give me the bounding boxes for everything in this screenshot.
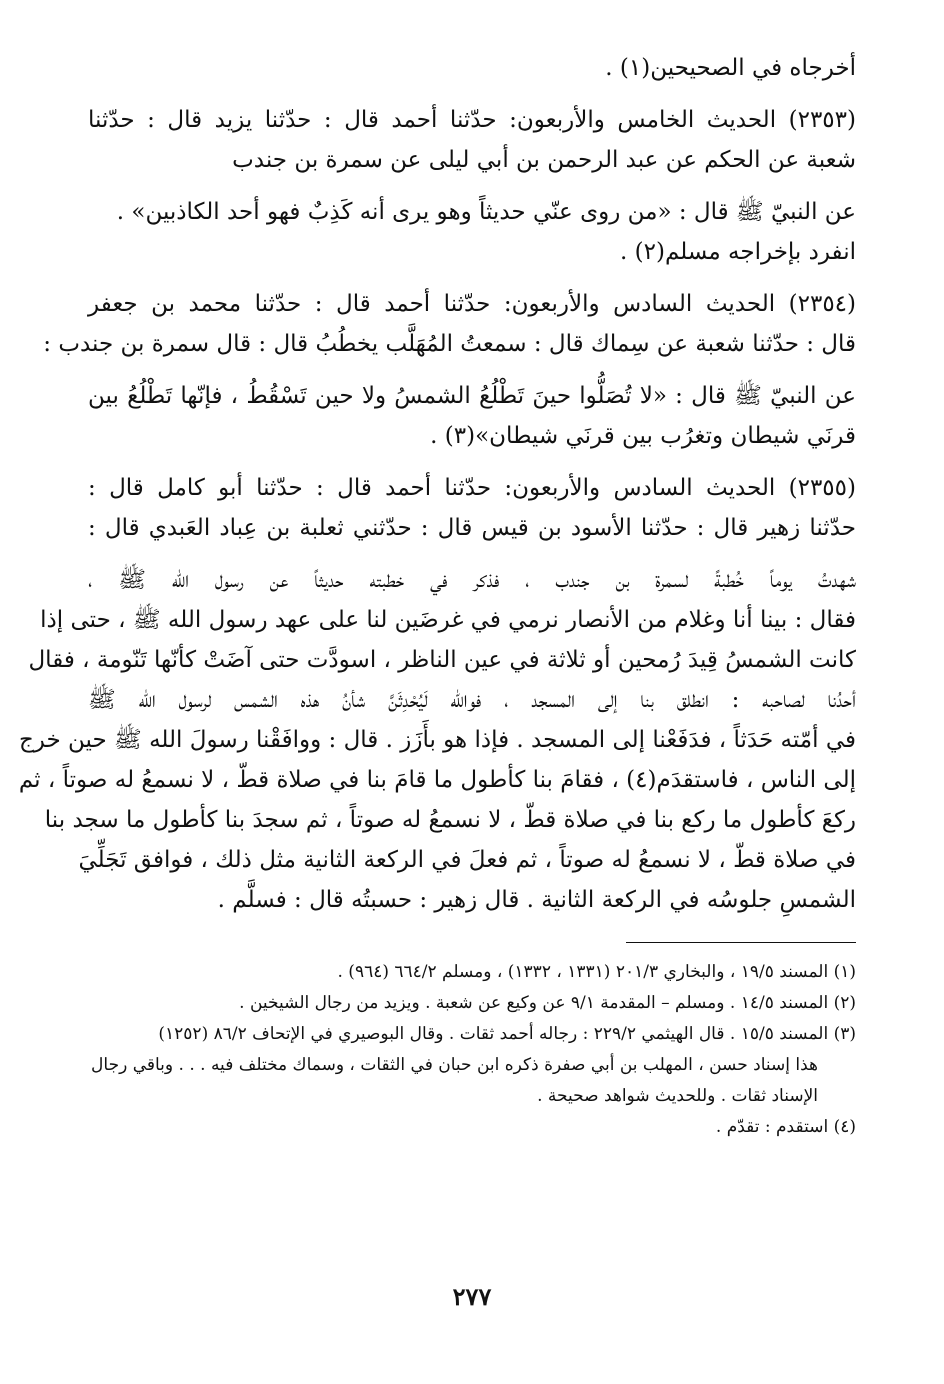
footnote: (٢) المسند ١٤/٥ . ومسلم – المقدمة ٩/١ عن وكيع عن شعبة . ويزيد من رجال الشيخين .: [239, 993, 856, 1013]
text-line: (٢٣٥٤) الحديث السادس والأربعون: حدّثنا أحمد قال : حدّثنا محمد بن جعفر: [88, 291, 857, 317]
text-line: الشمسِ جلوسُه في الركعة الثانية . قال زهير : حسبتُه قال : فسلَّم .: [217, 887, 856, 913]
text-line: شهدتُ يوماً خُطبةً لسمرة بن جندب ، فذكر في خطبته حديثاً عن رسول الله ﷺ ،: [88, 567, 856, 593]
text-line: عن النبيّ ﷺ قال : «لا تُصَلُّوا حينَ تَطْلُعُ الشمسُ ولا حين تَسْقُطُ ، فإنّها تَطْلُعُ بين: [88, 383, 856, 409]
text-line: أحدُنا لصاحبه : انطلق بنا إلى المسجد ، فوالله لَيُحْدِثَنَّ شأنُ هذه الشمس لرسول الله ﷺ: [88, 687, 856, 713]
text-line: قرنَي شيطان وتغرُب بين قرنَي شيطان»(٣) .: [430, 423, 856, 449]
text-line: (٢٣٥٥) الحديث السادس والأربعون: حدّثنا أحمد قال : حدّثنا أبو كامل قال :: [88, 475, 856, 501]
footnote-divider: [626, 942, 856, 943]
footnote: (٣) المسند ١٥/٥ . قال الهيثمي ٢٢٩/٢ : رجاله أحمد ثقات . وقال البوصيري في الإتحاف ٨٦/٢ (١٢٥٢): [158, 1024, 856, 1044]
footnote: هذا إسناد حسن ، المهلب بن أبي صفرة ذكره ابن حبان في الثقات ، وسماك مختلف فيه . . . وباقي رجال: [91, 1055, 818, 1075]
text-line: عن النبيّ ﷺ قال : «من روى عنّي حديثاً وهو يرى أنه كَذِبٌ فهو أحد الكاذبين» .: [116, 199, 856, 225]
footnote: (١) المسند ١٩/٥ ، والبخاري ٢٠١/٣ (١٣٣١ ، ١٣٣٢) ، ومسلم ٦٦٤/٢ (٩٦٤) .: [337, 962, 856, 982]
text-line: حدّثنا زهير قال : حدّثنا الأسود بن قيس قال : حدّثني ثعلبة بن عِباد العَبدي قال :: [88, 515, 856, 541]
text-line: شعبة عن الحكم عن عبد الرحمن بن أبي ليلى عن سمرة بن جندب: [232, 147, 856, 173]
text-line: في أمّته حَدَثاً ، فدَفَعْنا إلى المسجد . فإذا هو بأَزَز . قال : ووافَقْنا رسولَ الله ﷺ حين خرج: [18, 727, 856, 753]
footnote: الإسناد ثقات . وللحديث شواهد صحيحة .: [537, 1086, 818, 1106]
text-line: قال : حدّثنا شعبة عن سِماك قال : سمعتُ المُهَلَّب يخطُبُ قال : قال سمرة بن جندب :: [43, 331, 856, 357]
footnote: (٤) استقدم : تقدّم .: [715, 1117, 856, 1137]
page-number: ٢٧٧: [452, 1282, 492, 1311]
text-line: كانت الشمسُ قِيدَ رُمحين أو ثلاثة في عين الناظر ، اسودَّت حتى آضَتْ كأنّها تَنّومة ، فقال: [28, 647, 856, 673]
text-line: انفرد بإخراجه مسلم(٢) .: [620, 239, 856, 265]
text-line: ركعَ كأطول ما ركع بنا في صلاة قطّ ، لا نسمعُ له صوتاً ، ثم سجدَ بنا كأطول ما سجد بنا: [44, 807, 856, 833]
text-line: في صلاة قطّ ، لا نسمعُ له صوتاً ، ثم فعلَ في الركعة الثانية مثل ذلك ، فوافق تَجَلِّيَ: [78, 847, 856, 873]
text-line: أخرجاه في الصحيحين(١) .: [605, 55, 856, 81]
text-line: فقال : بينا أنا وغلام من الأنصار نرمي في غرضَين لنا على عهد رسول الله ﷺ ، حتى إذا: [40, 607, 856, 633]
text-line: إلى الناس ، فاستقدَم(٤) ، فقامَ بنا كأطول ما قامَ بنا في صلاة قطّ ، لا نسمعُ له صوتاً ، ثم: [18, 767, 856, 793]
main-text: [18, 48, 857, 920]
footnotes: [88, 957, 856, 1143]
text-line: (٢٣٥٣) الحديث الخامس والأربعون: حدّثنا أحمد قال : حدّثنا يزيد قال : حدّثنا: [88, 107, 856, 133]
